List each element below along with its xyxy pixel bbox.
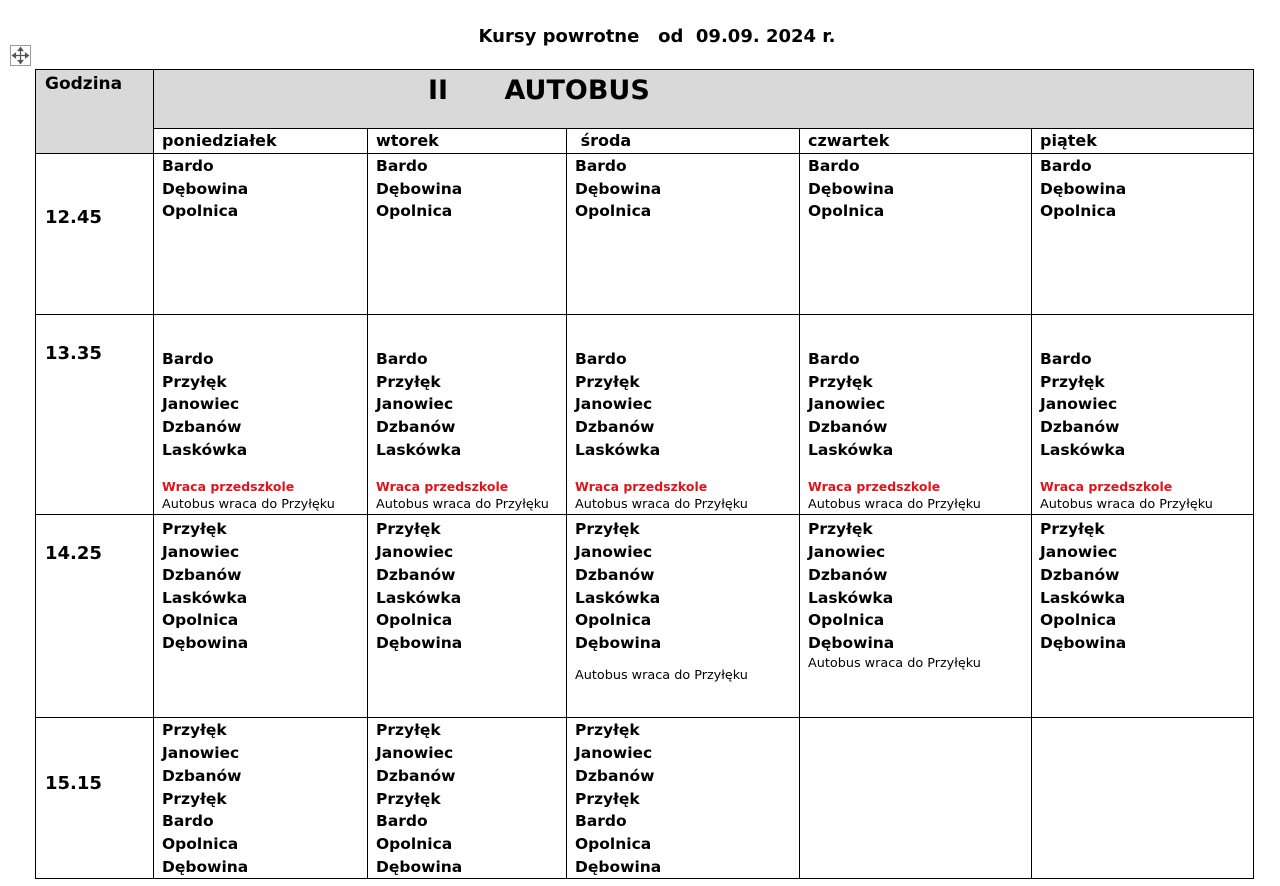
stop-name: Bardo bbox=[162, 350, 214, 368]
stop-name: Opolnica bbox=[376, 611, 453, 630]
stops-cell-thursday bbox=[800, 718, 1032, 879]
stop-name: Janowiec bbox=[575, 543, 653, 562]
stop-name: Dzbanów bbox=[575, 565, 655, 584]
stop-name: Dębowina bbox=[1040, 633, 1127, 652]
time-cell: 14.25 bbox=[36, 515, 154, 718]
stop-name: Bardo bbox=[1040, 350, 1092, 368]
stops-cell-friday bbox=[1032, 718, 1254, 879]
stops-cell-monday bbox=[154, 315, 368, 515]
stop-name: Dzbanów bbox=[1040, 418, 1120, 437]
stop-name: Janowiec bbox=[162, 744, 240, 763]
stop-name: Dzbanów bbox=[808, 565, 888, 584]
stop-name: Przyłęk bbox=[808, 372, 873, 391]
stop-name: Dębowina bbox=[1040, 179, 1127, 198]
stop-name: Przyłęk bbox=[575, 789, 640, 808]
bus-return-note: Autobus wraca do Przyłęku bbox=[808, 497, 981, 513]
stops-cell-monday bbox=[154, 154, 368, 315]
stop-name: Laskówka bbox=[376, 440, 462, 459]
stop-name: Dzbanów bbox=[376, 565, 456, 584]
document-title: Kursy powrotne od 09.09. 2024 r. bbox=[478, 26, 836, 47]
bus-return-note: Autobus wraca do Przyłęku bbox=[376, 497, 549, 513]
stops-cell-tuesday bbox=[368, 154, 567, 315]
stop-name: Przyłęk bbox=[376, 721, 441, 740]
stop-name: Dębowina bbox=[376, 857, 463, 876]
stop-name: Przyłęk bbox=[162, 372, 227, 391]
stop-name: Janowiec bbox=[162, 543, 240, 562]
stop-name: Dębowina bbox=[808, 179, 895, 198]
stop-name: Dębowina bbox=[575, 179, 662, 198]
day-header-monday: poniedziałek bbox=[154, 129, 368, 154]
stop-name: Opolnica bbox=[376, 202, 453, 221]
kindergarten-return-note: Wraca przedszkole bbox=[376, 479, 509, 495]
stop-name: Janowiec bbox=[162, 395, 240, 414]
stop-name: Przyłęk bbox=[376, 372, 441, 391]
stops-cell-tuesday bbox=[368, 515, 567, 718]
stop-name: Bardo bbox=[162, 812, 214, 831]
stops-cell-friday bbox=[1032, 315, 1254, 515]
stop-name: Opolnica bbox=[162, 834, 239, 853]
stop-name: Przyłęk bbox=[162, 520, 227, 539]
stop-name: Dębowina bbox=[575, 857, 662, 876]
stop-name: Laskówka bbox=[1040, 588, 1126, 607]
stop-name: Dębowina bbox=[808, 633, 895, 652]
stop-name: Laskówka bbox=[575, 588, 661, 607]
kindergarten-return-note: Wraca przedszkole bbox=[808, 479, 941, 495]
time-cell: 12.45 bbox=[36, 154, 154, 315]
stop-name: Bardo bbox=[1040, 157, 1092, 175]
stops-cell-monday bbox=[154, 515, 368, 718]
table-row bbox=[36, 718, 1254, 879]
stop-name: Dzbanów bbox=[162, 565, 242, 584]
stop-name: Przyłęk bbox=[162, 721, 227, 740]
stop-name: Przyłęk bbox=[376, 520, 441, 539]
stop-name: Dębowina bbox=[162, 633, 249, 652]
stop-name: Przyłęk bbox=[162, 789, 227, 808]
stop-name: Opolnica bbox=[1040, 611, 1117, 630]
day-header-wednesday: środa bbox=[567, 129, 800, 154]
stop-name: Laskówka bbox=[376, 588, 462, 607]
day-header-thursday: czwartek bbox=[800, 129, 1032, 154]
stop-name: Janowiec bbox=[808, 543, 886, 562]
stop-name: Janowiec bbox=[376, 395, 454, 414]
stop-name: Janowiec bbox=[1040, 395, 1118, 414]
stop-name: Bardo bbox=[575, 350, 627, 368]
hour-column-header: Godzina bbox=[36, 70, 154, 154]
stop-name: Dzbanów bbox=[376, 418, 456, 437]
stops-cell-thursday bbox=[800, 515, 1032, 718]
table-row bbox=[36, 315, 1254, 515]
stop-name: Dębowina bbox=[575, 633, 662, 652]
stop-name: Dzbanów bbox=[162, 766, 242, 785]
day-header-tuesday: wtorek bbox=[368, 129, 567, 154]
stop-name: Laskówka bbox=[1040, 440, 1126, 459]
stop-name: Przyłęk bbox=[575, 520, 640, 539]
table-row bbox=[36, 154, 1254, 315]
stop-name: Laskówka bbox=[808, 440, 894, 459]
stop-name: Opolnica bbox=[575, 834, 652, 853]
stop-name: Laskówka bbox=[575, 440, 661, 459]
stop-name: Przyłęk bbox=[575, 372, 640, 391]
stop-name: Dzbanów bbox=[376, 766, 456, 785]
stop-name: Opolnica bbox=[575, 611, 652, 630]
stop-name: Bardo bbox=[808, 157, 860, 175]
stop-name: Dzbanów bbox=[162, 418, 242, 437]
kindergarten-return-note: Wraca przedszkole bbox=[1040, 479, 1173, 495]
bus-return-note: Autobus wraca do Przyłęku bbox=[575, 497, 748, 513]
stops-cell-tuesday bbox=[368, 718, 567, 879]
stops-cell-wednesday bbox=[567, 515, 800, 718]
stop-name: Janowiec bbox=[376, 543, 454, 562]
stop-name: Przyłęk bbox=[376, 789, 441, 808]
stops-cell-tuesday bbox=[368, 315, 567, 515]
day-header-friday: piątek bbox=[1032, 129, 1254, 154]
bus-return-note: Autobus wraca do Przyłęku bbox=[162, 497, 335, 513]
stops-cell-wednesday bbox=[567, 718, 800, 879]
stops-cell-friday bbox=[1032, 515, 1254, 718]
stops-cell-monday bbox=[154, 718, 368, 879]
kindergarten-return-note: Wraca przedszkole bbox=[162, 479, 295, 495]
bus-return-note: Autobus wraca do Przyłęku bbox=[808, 655, 981, 671]
stop-name: Opolnica bbox=[575, 202, 652, 221]
stop-name: Dzbanów bbox=[575, 418, 655, 437]
stop-name: Przyłęk bbox=[575, 721, 640, 740]
stop-name: Janowiec bbox=[575, 744, 653, 763]
stop-name: Laskówka bbox=[162, 588, 248, 607]
bus-return-note: Autobus wraca do Przyłęku bbox=[1040, 497, 1213, 513]
stop-name: Dzbanów bbox=[575, 766, 655, 785]
stop-name: Opolnica bbox=[808, 202, 885, 221]
stops-cell-thursday bbox=[800, 154, 1032, 315]
bus-title-label: II AUTOBUS bbox=[428, 75, 650, 106]
stop-name: Przyłęk bbox=[1040, 372, 1105, 391]
table-move-handle-icon[interactable] bbox=[10, 45, 31, 66]
stop-name: Bardo bbox=[808, 350, 860, 368]
stop-name: Bardo bbox=[376, 157, 428, 175]
stop-name: Opolnica bbox=[162, 202, 239, 221]
stop-name: Janowiec bbox=[808, 395, 886, 414]
schedule-table bbox=[35, 69, 1254, 879]
stop-name: Przyłęk bbox=[808, 520, 873, 539]
stop-name: Dębowina bbox=[162, 179, 249, 198]
stop-name: Laskówka bbox=[162, 440, 248, 459]
stop-name: Dębowina bbox=[376, 179, 463, 198]
stop-name: Janowiec bbox=[575, 395, 653, 414]
time-cell: 13.35 bbox=[36, 315, 154, 515]
stop-name: Dębowina bbox=[162, 857, 249, 876]
stop-name: Przyłęk bbox=[1040, 520, 1105, 539]
bus-return-note: Autobus wraca do Przyłęku bbox=[575, 667, 748, 683]
stops-cell-wednesday bbox=[567, 315, 800, 515]
stop-name: Opolnica bbox=[162, 611, 239, 630]
stop-name: Janowiec bbox=[1040, 543, 1118, 562]
stop-name: Laskówka bbox=[808, 588, 894, 607]
time-cell: 15.15 bbox=[36, 718, 154, 879]
stop-name: Bardo bbox=[575, 157, 627, 175]
stops-cell-friday bbox=[1032, 154, 1254, 315]
table-row bbox=[36, 515, 1254, 718]
stop-name: Bardo bbox=[376, 350, 428, 368]
stop-name: Dzbanów bbox=[1040, 565, 1120, 584]
stop-name: Bardo bbox=[575, 812, 627, 831]
bus-title-header bbox=[154, 70, 1254, 129]
stop-name: Dębowina bbox=[376, 633, 463, 652]
stop-name: Dzbanów bbox=[808, 418, 888, 437]
kindergarten-return-note: Wraca przedszkole bbox=[575, 479, 708, 495]
stops-cell-wednesday bbox=[567, 154, 800, 315]
stops-cell-thursday bbox=[800, 315, 1032, 515]
stop-name: Janowiec bbox=[376, 744, 454, 763]
stop-name: Opolnica bbox=[376, 834, 453, 853]
stop-name: Bardo bbox=[376, 812, 428, 831]
stop-name: Bardo bbox=[162, 157, 214, 175]
stop-name: Opolnica bbox=[808, 611, 885, 630]
stop-name: Opolnica bbox=[1040, 202, 1117, 221]
